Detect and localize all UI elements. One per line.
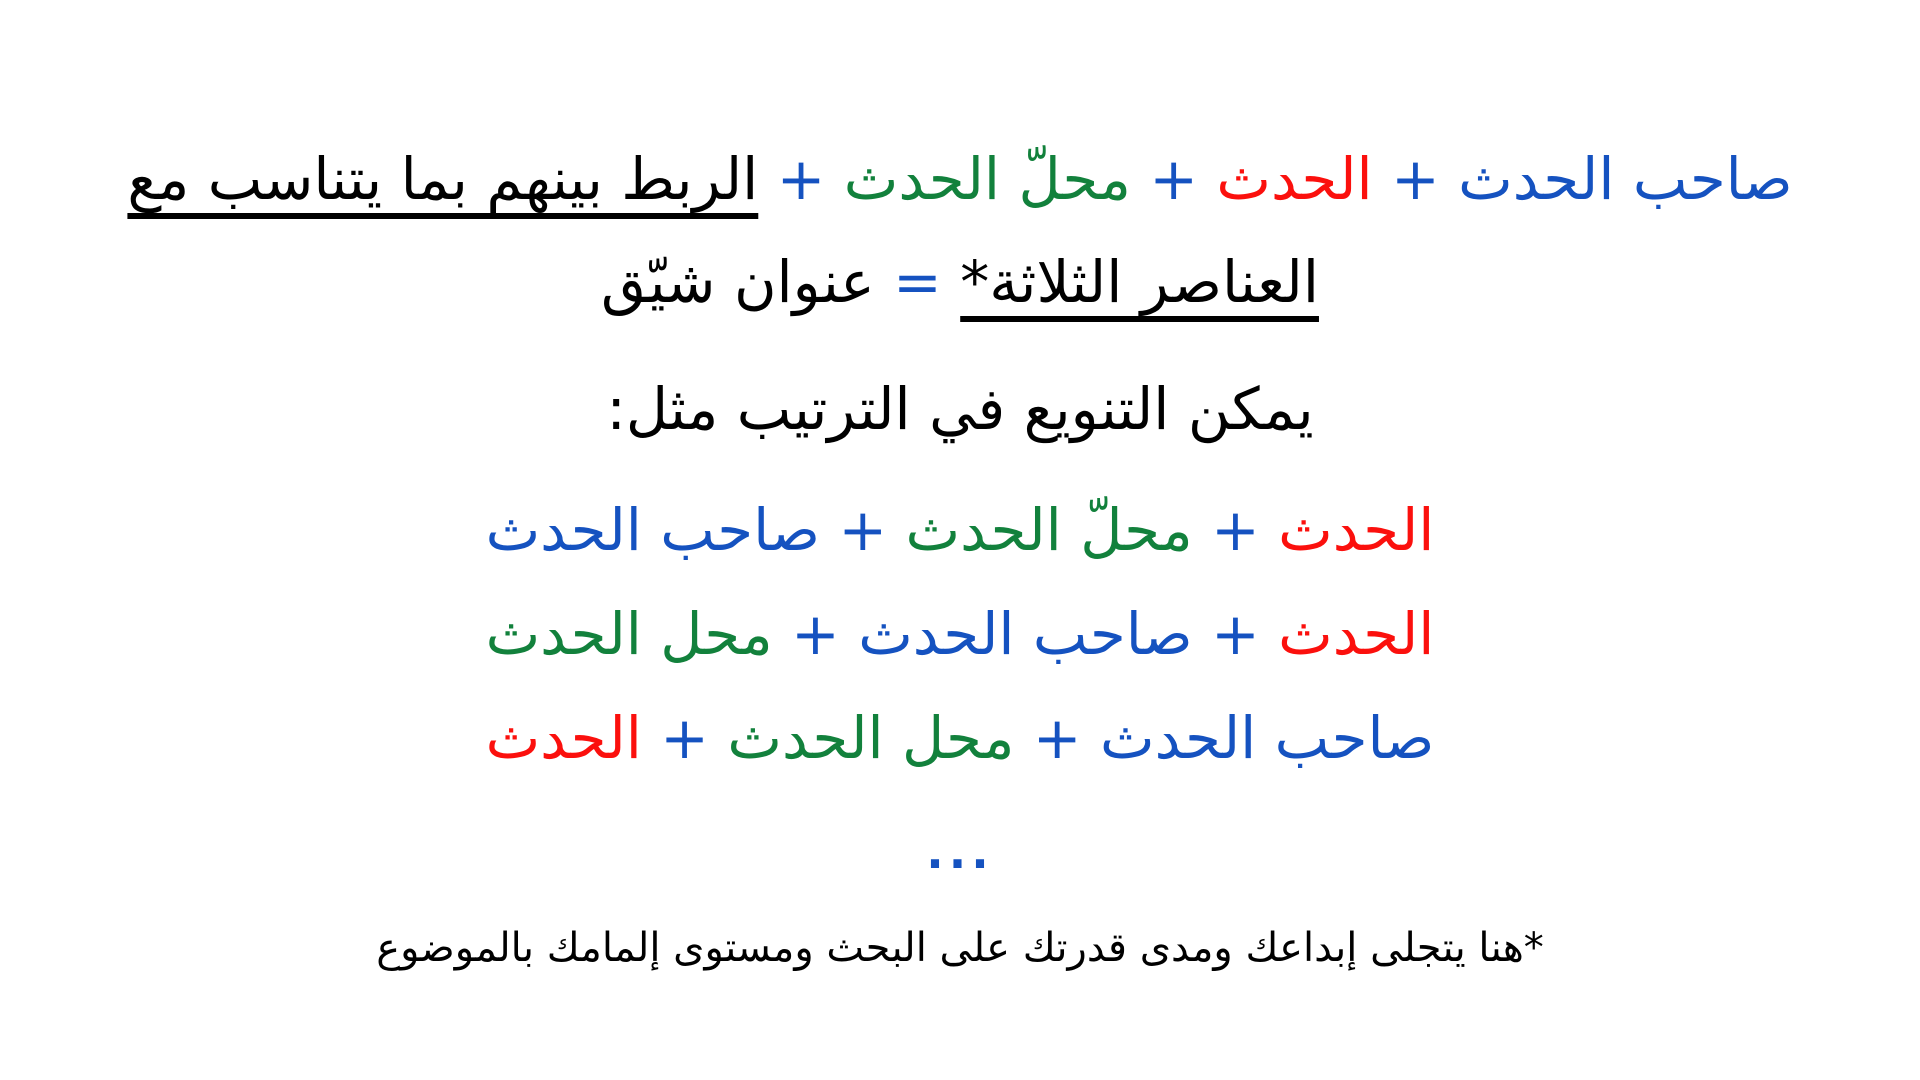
variant-list [0, 478, 1920, 791]
variant-line-3 [0, 686, 1920, 790]
text-segment: + [1192, 495, 1279, 564]
text-segment: الحدث [1216, 145, 1373, 213]
text-segment: + [758, 145, 844, 213]
text-segment: + [820, 495, 906, 564]
text-segment: محلّ الحدث [905, 495, 1193, 564]
text-segment: الحدث [1278, 495, 1435, 564]
text-segment: محل الحدث [485, 600, 773, 669]
variant-line-2 [0, 582, 1920, 686]
variant-line-1 [0, 478, 1920, 582]
text-segment: صاحب الحدث [858, 600, 1193, 669]
text-segment: صاحب الحدث [485, 495, 821, 564]
text-segment: الحدث [485, 704, 642, 773]
text-segment: صاحب الحدث [1099, 704, 1435, 773]
text-segment: = [874, 248, 961, 317]
ellipsis: ... [926, 824, 994, 879]
text-segment: محل الحدث [727, 704, 1015, 773]
text-segment: عنوان شيّق [601, 248, 875, 317]
intro-line: يمكن التنويع في الترتيب مثل: [606, 375, 1314, 444]
text-segment: + [1130, 145, 1217, 213]
footnote: *هنا يتجلى إبداعك ومدى قدرتك على البحث ومستوى إلمامك بالموضوع [376, 924, 1544, 971]
text-segment: + [1014, 704, 1100, 773]
text-segment: + [641, 704, 728, 773]
text-segment: + [772, 600, 859, 669]
text-segment: محلّ الحدث [843, 145, 1131, 213]
text-segment: الربط بينهم بما يتناسب مع [127, 145, 759, 213]
text-segment: صاحب الحدث [1458, 145, 1793, 213]
text-segment: العناصر الثلاثة* [960, 248, 1319, 317]
text-segment: + [1372, 145, 1459, 213]
title-formula [100, 128, 1820, 334]
text-segment: الحدث [1278, 600, 1435, 669]
text-segment: + [1192, 600, 1279, 669]
